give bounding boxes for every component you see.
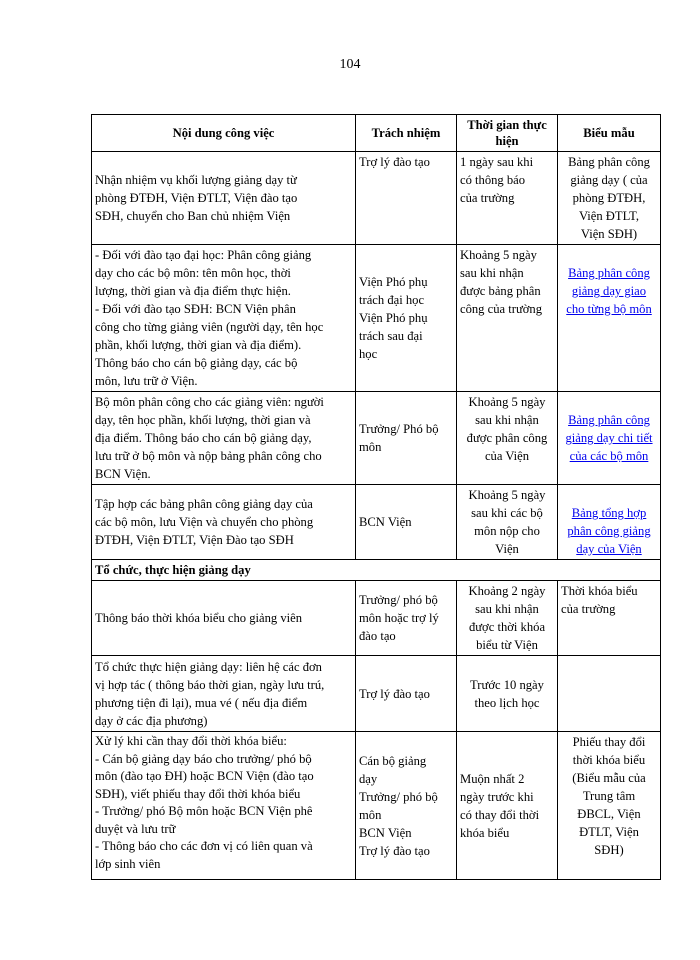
row-time: Khoảng 5 ngày sau khi các bộ môn nộp cho Viện: [457, 485, 558, 560]
row-responsibility: Trợ lý đào tạo: [356, 656, 457, 732]
header-responsibility: Trách nhiệm: [356, 115, 457, 152]
table-row: [92, 485, 661, 560]
section-row: [92, 560, 661, 581]
row-form: [558, 656, 661, 732]
row-content: Nhận nhiệm vụ khối lượng giảng dạy từ phòng ĐTĐH, Viện ĐTLT, Viện đào tạo SĐH, chuyển cho Ban chủ nhiệm Viện: [92, 152, 356, 245]
row-time: Khoảng 2 ngày sau khi nhận được thời khóa biểu từ Viện: [457, 581, 558, 656]
table-row: [92, 152, 661, 245]
header-content: Nội dung công việc: [92, 115, 356, 152]
row-form: [558, 485, 661, 560]
row-time: Khoảng 5 ngày sau khi nhận được phân công của Viện: [457, 392, 558, 485]
section-title: Tổ chức, thực hiện giảng dạy: [92, 560, 661, 581]
row-content: Bộ môn phân công cho các giảng viên: người dạy, tên học phần, khối lượng, thời gian và địa điểm. Thông báo cho cán bộ giảng dạy, lưu trữ ở bộ môn và nộp bảng phân công cho BCN Viện.: [92, 392, 356, 485]
row-form: [558, 245, 661, 392]
row-responsibility: Viện Phó phụ trách đại học Viện Phó phụ trách sau đại học: [356, 245, 457, 392]
row-form: Thời khóa biểu của trường: [558, 581, 661, 656]
page-number: 104: [339, 57, 361, 72]
table-row: [92, 245, 661, 392]
row-content: Tổ chức thực hiện giảng dạy: liên hệ các đơn vị hợp tác ( thông báo thời gian, ngày lưu trú, phương tiện đi lại), mua vé ( nếu địa điểm dạy ở các địa phương): [92, 656, 356, 732]
table-row: [92, 732, 661, 880]
row-responsibility: Trợ lý đào tạo: [356, 152, 457, 245]
row-content: Xử lý khi cần thay đổi thời khóa biểu: - Cán bộ giảng dạy báo cho trưởng/ phó bộ môn (đào tạo ĐH) hoặc BCN Viện (đào tạo SĐH), viết phiếu thay đổi thời khóa biểu - Trưởng/ phó Bộ môn hoặc BCN Viện phê duyệt và lưu trữ - Thông báo cho các đơn vị có liên quan và lớp sinh viên: [92, 732, 356, 880]
row-responsibility: Trưởng/ phó bộ môn hoặc trợ lý đào tạo: [356, 581, 457, 656]
row-content: Thông báo thời khóa biểu cho giảng viên: [92, 581, 356, 656]
assignment-form-link[interactable]: Bảng phân công giảng dạy giao cho từng bộ môn: [566, 266, 652, 316]
row-responsibility: BCN Viện: [356, 485, 457, 560]
row-form: [558, 392, 661, 485]
work-procedure-table: [91, 114, 661, 880]
table-header-row: [92, 115, 661, 152]
header-time: Thời gian thực hiện: [457, 115, 558, 152]
row-content: - Đối với đào tạo đại học: Phân công giảng dạy cho các bộ môn: tên môn học, thời lượng, thời gian và địa điểm thực hiện. - Đối với đào tạo SĐH: BCN Viện phân công cho từng giảng viên (người dạy, tên học phần, khối lượng, thời gian và địa điểm). Thông báo cho cán bộ giảng dạy, các bộ môn, lưu trữ ở Viện.: [92, 245, 356, 392]
row-form: Bảng phân công giảng dạy ( của phòng ĐTĐH, Viện ĐTLT, Viện SĐH): [558, 152, 661, 245]
row-time: 1 ngày sau khi có thông báo của trường: [457, 152, 558, 245]
header-form: Biểu mẫu: [558, 115, 661, 152]
row-time: Trước 10 ngày theo lịch học: [457, 656, 558, 732]
row-content: Tập hợp các bảng phân công giảng dạy của các bộ môn, lưu Viện và chuyển cho phòng ĐTĐH, Viện ĐTLT, Viện Đào tạo SĐH: [92, 485, 356, 560]
table-row: [92, 581, 661, 656]
department-assignment-link[interactable]: Bảng phân công giảng dạy chi tiết của các bộ môn: [565, 413, 653, 463]
table-row: [92, 392, 661, 485]
table-row: [92, 656, 661, 732]
summary-assignment-link[interactable]: Bảng tổng hợp phân công giảng dạy của Viện: [567, 506, 651, 556]
row-responsibility: Cán bộ giảng dạy Trưởng/ phó bộ môn BCN Viện Trợ lý đào tạo: [356, 732, 457, 880]
row-form: Phiếu thay đổi thời khóa biểu (Biểu mẫu của Trung tâm ĐBCL, Viện ĐTLT, Viện SĐH): [558, 732, 661, 880]
row-responsibility: Trưởng/ Phó bộ môn: [356, 392, 457, 485]
row-time: Khoảng 5 ngày sau khi nhận được bảng phân công của trường: [457, 245, 558, 392]
row-time: Muộn nhất 2 ngày trước khi có thay đổi thời khóa biểu: [457, 732, 558, 880]
